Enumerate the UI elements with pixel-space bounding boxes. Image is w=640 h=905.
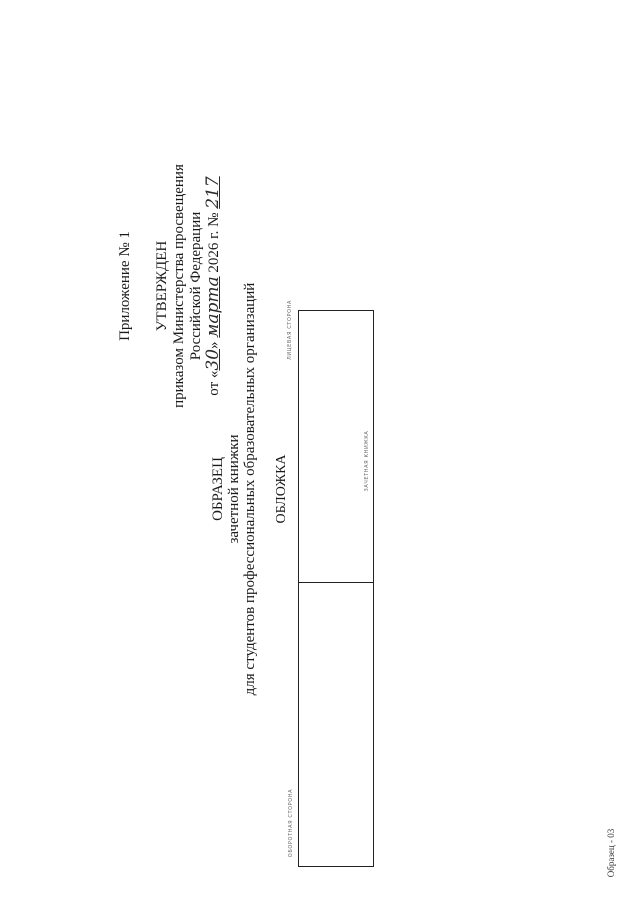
handwritten-month: марта [203, 276, 223, 338]
title-audience: для студентов профессиональных образовательных организаций [242, 282, 258, 696]
fold-line [299, 582, 373, 583]
order-line: приказом Министерства просвещения [171, 164, 187, 408]
template-code: Образец - 03 [606, 828, 616, 878]
date-mid: » [206, 341, 222, 349]
back-side-label: ОБОРОТНАЯ СТОРОНА [288, 788, 294, 858]
document-title [210, 229, 290, 749]
front-side-label: ЛИЦЕВАЯ СТОРОНА [287, 299, 293, 361]
appendix-number: Приложение № 1 [117, 231, 133, 341]
federation-line: Российской Федерации [188, 211, 204, 361]
handwritten-order-number: 217 [203, 176, 223, 209]
title-subject: зачетной книжки [226, 434, 242, 544]
title-heading: ОБРАЗЕЦ [210, 457, 226, 521]
approved-stamp: УТВЕРЖДЕН [154, 240, 170, 332]
record-book-label: ЗАЧЕТНАЯ КНИЖКА [364, 430, 370, 492]
section-label: ОБЛОЖКА [274, 454, 289, 524]
year-text: 2026 г. № [206, 212, 222, 273]
date-prefix: от « [206, 370, 222, 396]
handwritten-day: 30 [203, 348, 223, 371]
cover-layout [298, 310, 374, 867]
approval-block [117, 86, 223, 486]
